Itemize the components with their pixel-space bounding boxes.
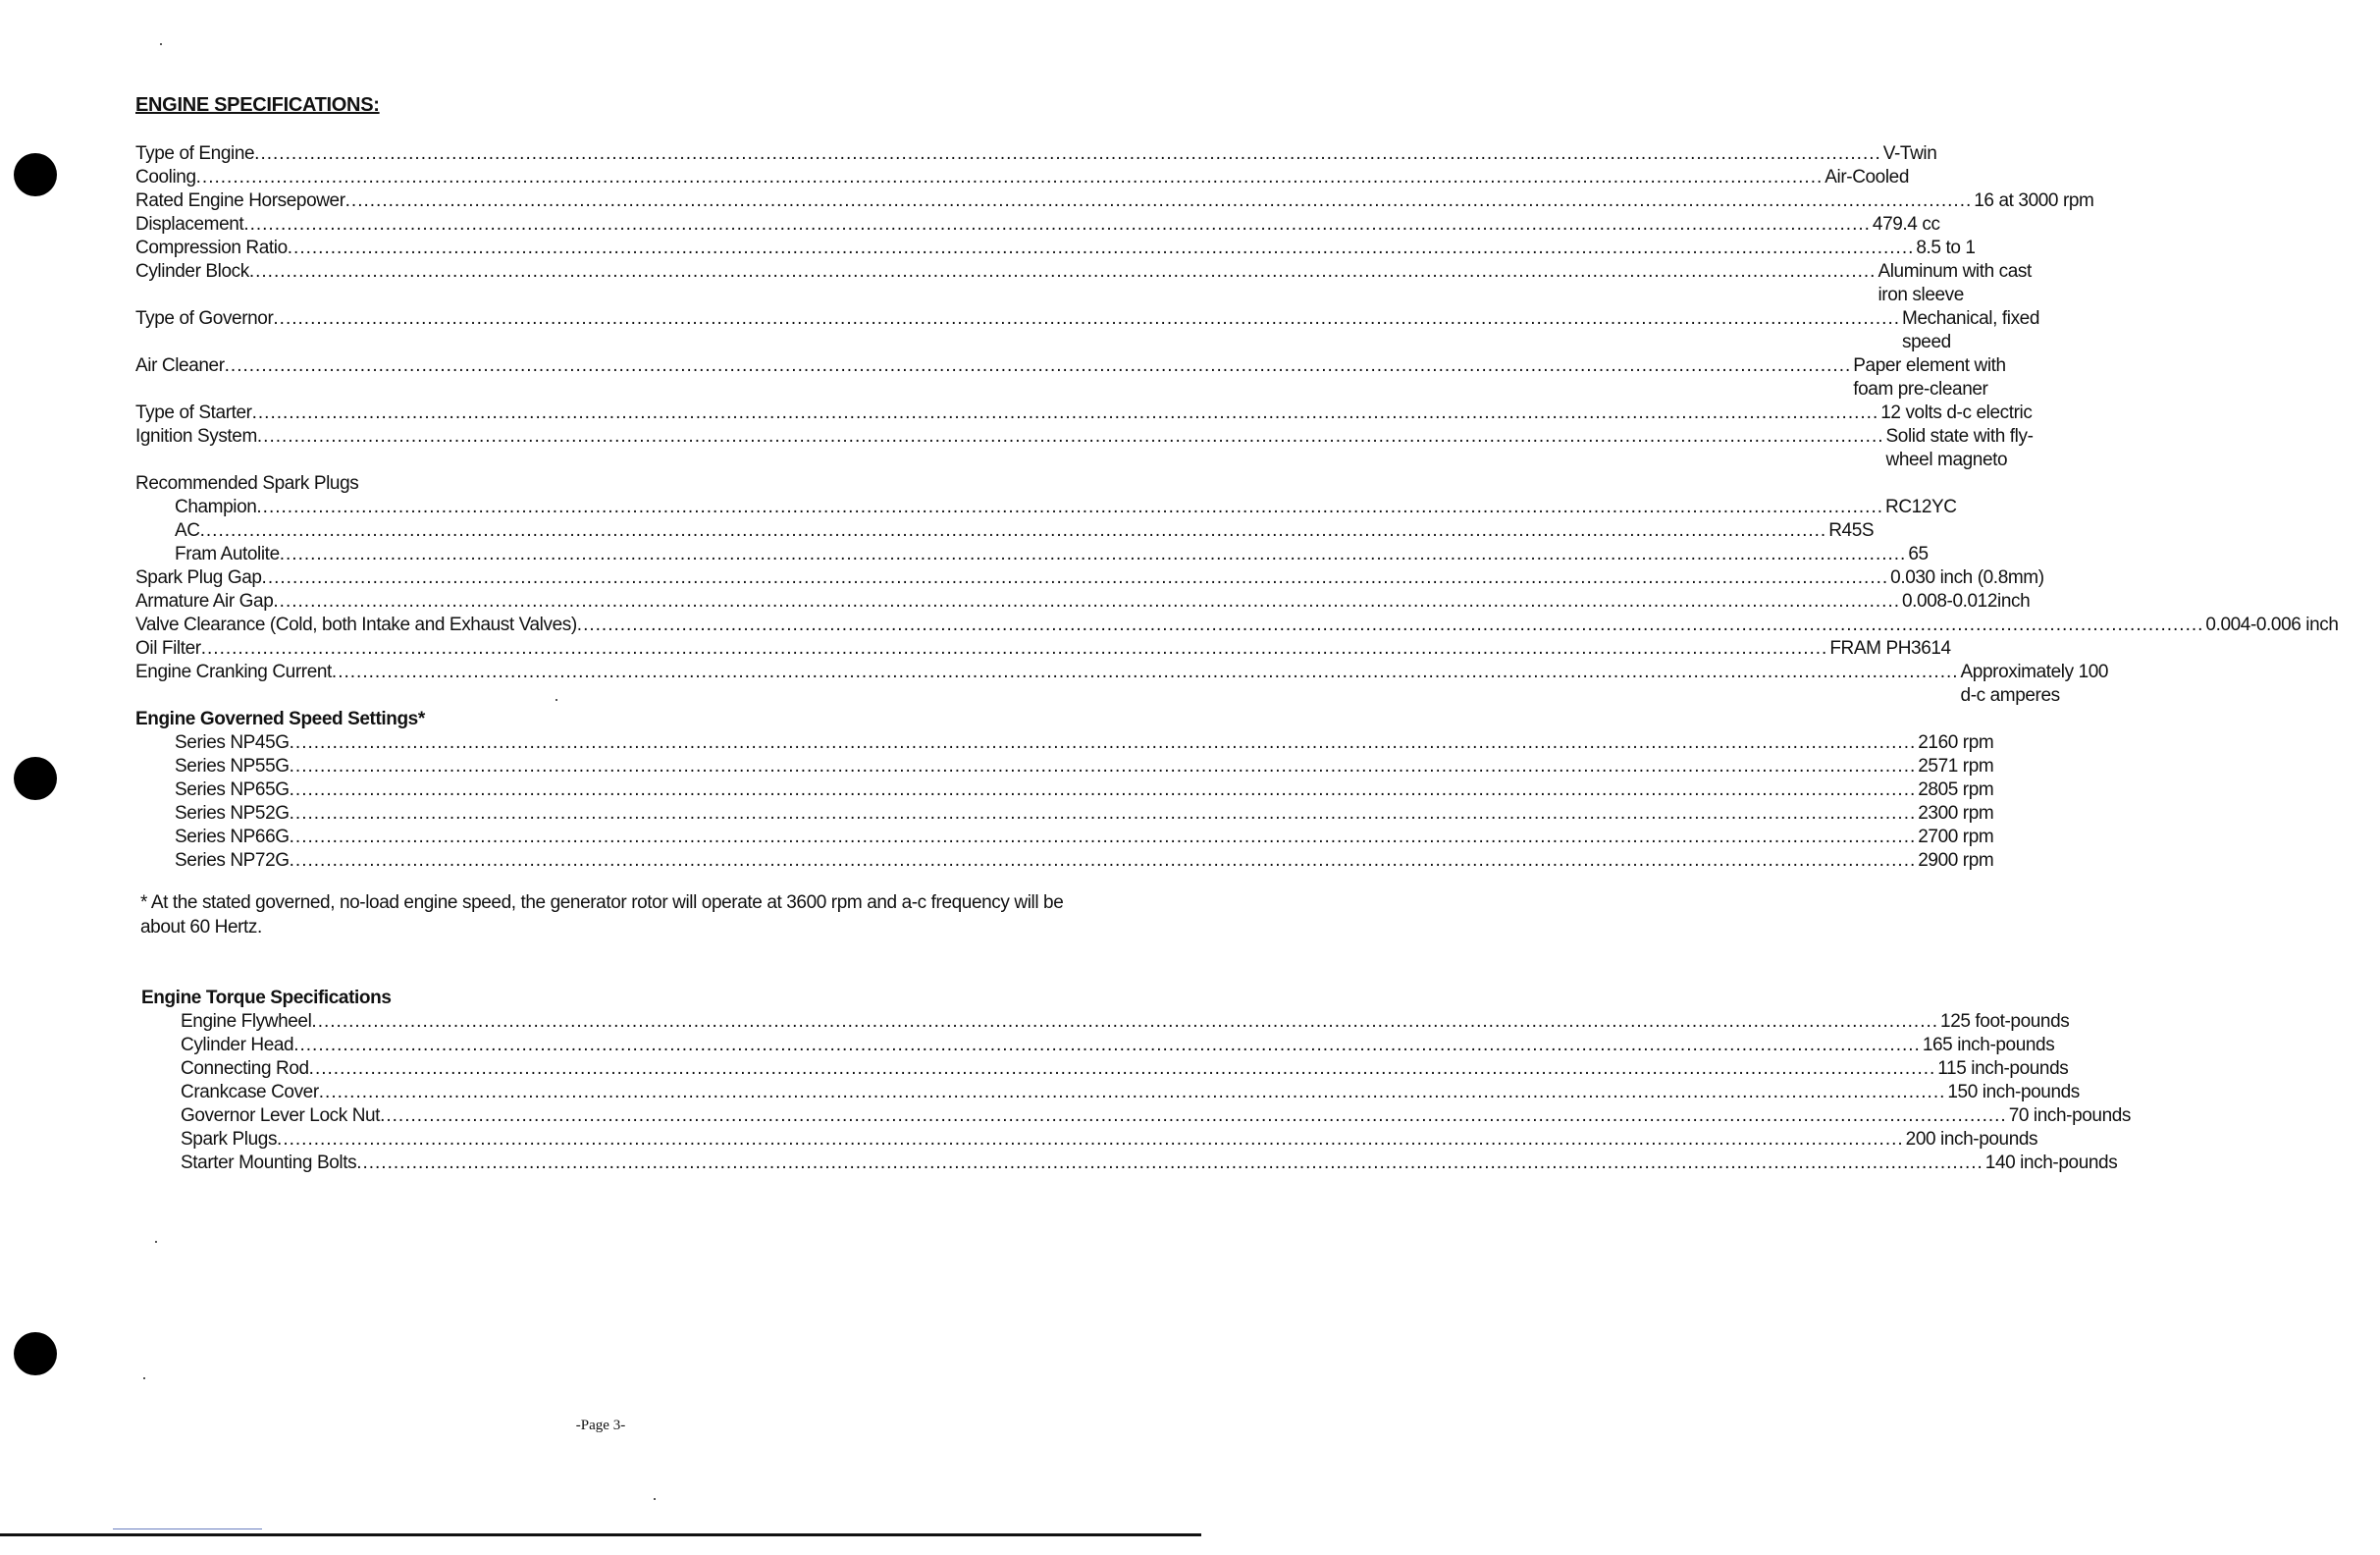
spec-row [135, 661, 2109, 708]
spec-value: FRAM PH3614 [1829, 638, 1951, 659]
spec-row [135, 237, 1976, 260]
dot-leader: ........................................................................................................................................................................................................................................................................ [289, 850, 1917, 871]
dot-leader: ........................................................................................................................................................................................................................................................................ [279, 544, 1907, 564]
spec-value: Air-Cooled [1825, 167, 1910, 188]
torque-row [141, 1034, 2055, 1057]
governed-speed-row [135, 755, 1994, 778]
spec-value: 115 inch-pounds [1937, 1058, 2069, 1079]
dot-leader: ........................................................................................................................................................................................................................................................................ [308, 1058, 1936, 1079]
governed-speed-row [135, 826, 1994, 849]
governed-speed-footnote: * At the stated governed, no-load engine speed, the generator rotor will operate at 3600 rpm and a-c frequency will be about 60 Hertz. [140, 892, 1064, 938]
spec-value: Paper element with foam pre-cleaner [1853, 355, 2006, 400]
governed-speed-row [135, 778, 1994, 802]
dot-leader: ........................................................................................................................................................................................................................................................................ [277, 1129, 1904, 1150]
page-number: -Page 3- [575, 1418, 626, 1433]
spec-value: Mechanical, fixed speed [1902, 308, 2040, 352]
spec-value: V-Twin [1882, 143, 1937, 164]
dot-leader: ........................................................................................................................................................................................................................................................................ [243, 214, 1871, 235]
spec-value: 200 inch-pounds [1905, 1129, 2038, 1150]
spec-value: 2300 rpm [1918, 803, 1994, 824]
spec-label: Armature Air Gap [135, 591, 274, 612]
spec-value: 0.004-0.006 inch [2205, 615, 2339, 635]
governed-speed-row [135, 731, 1994, 755]
spec-value: 125 foot-pounds [1940, 1011, 2070, 1032]
dot-leader: ........................................................................................................................................................................................................................................................................ [380, 1105, 2007, 1126]
spec-row [135, 307, 2040, 354]
spec-value: 16 at 3000 rpm [1974, 190, 2094, 211]
spec-label: Rated Engine Horsepower [135, 190, 345, 211]
spec-label: Type of Governor [135, 308, 274, 329]
spec-label: Champion [175, 497, 257, 517]
governed-speed-row [135, 802, 1994, 826]
dot-leader: ........................................................................................................................................................................................................................................................................ [289, 756, 1917, 777]
spark-plug-row [135, 496, 1957, 519]
torque-row [141, 1010, 2070, 1034]
spec-value: Solid state with fly- wheel magneto [1885, 426, 2034, 470]
spec-label: Governor Lever Lock Nut [181, 1105, 381, 1126]
bottom-rule [0, 1533, 1201, 1536]
dot-leader: ........................................................................................................................................................................................................................................................................ [287, 238, 1915, 258]
spec-label: Starter Mounting Bolts [181, 1153, 357, 1173]
spec-row [135, 166, 1910, 189]
spec-value: 165 inch-pounds [1922, 1035, 2055, 1055]
spec-value: 2900 rpm [1918, 850, 1994, 871]
spark-plug-row [135, 519, 1875, 543]
dot-leader: ........................................................................................................................................................................................................................................................................ [289, 779, 1917, 800]
spark-plugs-heading: Recommended Spark Plugs [135, 473, 359, 494]
spec-row [135, 142, 1937, 166]
spec-label: Type of Starter [135, 402, 252, 423]
dot-leader: ........................................................................................................................................................................................................................................................................ [344, 190, 1973, 211]
spec-label: Compression Ratio [135, 238, 288, 258]
dot-leader: ........................................................................................................................................................................................................................................................................ [289, 803, 1917, 824]
engine-specs-list [135, 142, 2339, 873]
dot-leader: ........................................................................................................................................................................................................................................................................ [200, 638, 1828, 659]
dot-leader: ........................................................................................................................................................................................................................................................................ [293, 1035, 1921, 1055]
punch-hole-middle [14, 757, 57, 800]
torque-row [141, 1104, 2132, 1128]
spec-value: 2805 rpm [1918, 779, 1994, 800]
dot-leader: ........................................................................................................................................................................................................................................................................ [289, 827, 1917, 847]
spec-value: 65 [1908, 544, 1929, 564]
spec-row [135, 566, 2044, 590]
torque-row [141, 1152, 2118, 1175]
dot-leader: ........................................................................................................................................................................................................................................................................ [273, 591, 1900, 612]
spec-row [135, 260, 2032, 307]
scan-speck [143, 1377, 145, 1379]
spec-label: Air Cleaner [135, 355, 225, 376]
dot-leader: ........................................................................................................................................................................................................................................................................ [318, 1082, 1946, 1102]
spec-value: RC12YC [1885, 497, 1957, 517]
governed-speed-row [135, 849, 1994, 873]
spec-label: Series NP52G [175, 803, 290, 824]
spec-value: 0.008-0.012inch [1902, 591, 2031, 612]
spec-label: Displacement [135, 214, 244, 235]
spec-value: 70 inch-pounds [2008, 1105, 2132, 1126]
torque-row [141, 1057, 2069, 1081]
dot-leader: ........................................................................................................................................................................................................................................................................ [289, 732, 1917, 753]
spec-label: Series NP72G [175, 850, 290, 871]
spec-row [135, 637, 1951, 661]
spec-label: Type of Engine [135, 143, 255, 164]
torque-row [141, 1128, 2038, 1152]
spec-label: Connecting Rod [181, 1058, 309, 1079]
torque-specs-list [141, 987, 2132, 1175]
spec-label: Ignition System [135, 426, 257, 447]
spec-label: Crankcase Cover [181, 1082, 319, 1102]
page-title: ENGINE SPECIFICATIONS: [135, 94, 380, 116]
governed-speed-heading: Engine Governed Speed Settings* [135, 709, 425, 729]
spec-label: Spark Plugs [181, 1129, 278, 1150]
dot-leader: ........................................................................................................................................................................................................................................................................ [256, 497, 1884, 517]
torque-heading: Engine Torque Specifications [141, 988, 392, 1008]
spec-value: 140 inch-pounds [1984, 1153, 2118, 1173]
scan-speck [155, 1241, 157, 1243]
dot-leader: ........................................................................................................................................................................................................................................................................ [256, 426, 1884, 447]
spec-value: 8.5 to 1 [1916, 238, 1976, 258]
dot-leader: ........................................................................................................................................................................................................................................................................ [576, 615, 2204, 635]
spec-value: 479.4 cc [1872, 214, 1940, 235]
spec-row [135, 402, 2033, 425]
spec-label: Cylinder Block [135, 261, 249, 282]
spec-label: Series NP55G [175, 756, 290, 777]
dot-leader: ........................................................................................................................................................................................................................................................................ [199, 520, 1827, 541]
spec-value: Approximately 100 d-c amperes [1960, 662, 2109, 706]
spec-label: Engine Cranking Current [135, 662, 332, 682]
dot-leader: ........................................................................................................................................................................................................................................................................ [331, 662, 1959, 682]
spec-row [135, 590, 2031, 614]
spec-label: Engine Flywheel [181, 1011, 312, 1032]
scan-speck [160, 43, 162, 45]
spec-label: AC [175, 520, 200, 541]
spec-value: 12 volts d-c electric [1880, 402, 2033, 423]
dot-leader: ........................................................................................................................................................................................................................................................................ [224, 355, 1852, 376]
dot-leader: ........................................................................................................................................................................................................................................................................ [254, 143, 1881, 164]
spec-row [135, 189, 2094, 213]
punch-hole-bottom [14, 1332, 57, 1375]
dot-leader: ........................................................................................................................................................................................................................................................................ [261, 567, 1889, 588]
spec-value: 2700 rpm [1918, 827, 1994, 847]
spec-label: Spark Plug Gap [135, 567, 262, 588]
dot-leader: ........................................................................................................................................................................................................................................................................ [356, 1153, 1983, 1173]
spec-value: 2160 rpm [1918, 732, 1994, 753]
dot-leader: ........................................................................................................................................................................................................................................................................ [311, 1011, 1939, 1032]
spec-label: Cylinder Head [181, 1035, 294, 1055]
spec-value: Aluminum with cast iron sleeve [1878, 261, 2032, 305]
dot-leader: ........................................................................................................................................................................................................................................................................ [251, 402, 1879, 423]
spec-label: Cooling [135, 167, 196, 188]
dot-leader: ........................................................................................................................................................................................................................................................................ [248, 261, 1877, 282]
spec-label: Series NP45G [175, 732, 290, 753]
punch-hole-top [14, 153, 57, 196]
spec-value: 150 inch-pounds [1947, 1082, 2080, 1102]
torque-row [141, 1081, 2080, 1104]
spec-label: Fram Autolite [175, 544, 280, 564]
spec-label: Valve Clearance (Cold, both Intake and Exhaust Valves) [135, 615, 577, 635]
spark-plug-row [135, 543, 1929, 566]
spec-value: R45S [1828, 520, 1875, 541]
spec-label: Series NP65G [175, 779, 290, 800]
spec-value: 2571 rpm [1918, 756, 1994, 777]
dot-leader: ........................................................................................................................................................................................................................................................................ [273, 308, 1901, 329]
spec-row [135, 425, 2034, 472]
spec-row [135, 354, 2006, 402]
spec-row [135, 213, 1940, 237]
spec-row [135, 614, 2339, 637]
scan-edge-line [113, 1528, 262, 1529]
spec-value: 0.030 inch (0.8mm) [1890, 567, 2044, 588]
scan-speck [654, 1498, 656, 1500]
dot-leader: ........................................................................................................................................................................................................................................................................ [195, 167, 1824, 188]
spec-label: Series NP66G [175, 827, 290, 847]
spec-label: Oil Filter [135, 638, 201, 659]
